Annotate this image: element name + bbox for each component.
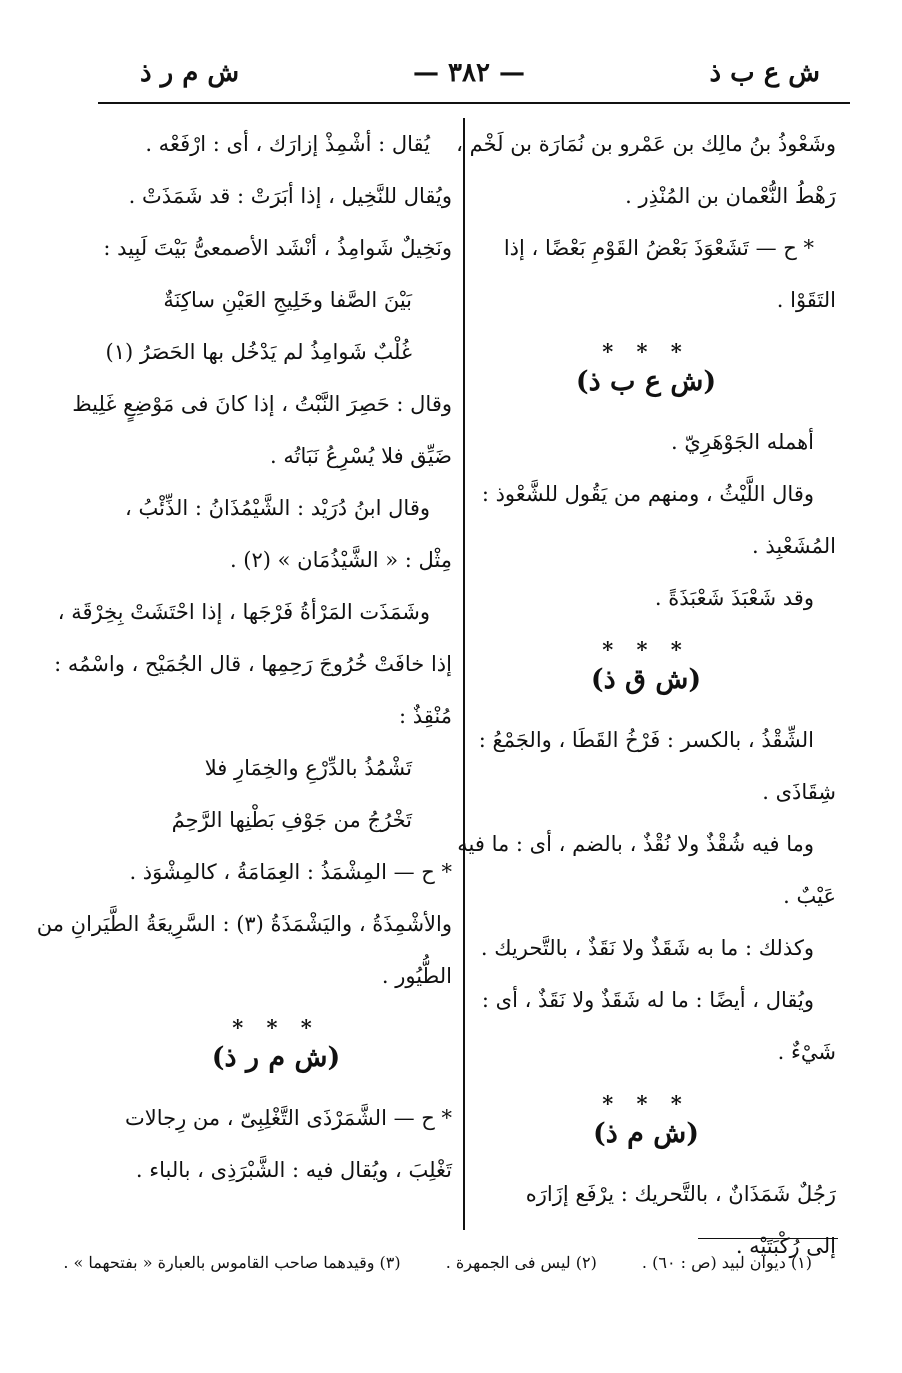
footnote: (٣) وقيدهما صاحب القاموس بالعبارة « بفتحهما » . [63,1253,401,1272]
text-line: وشَعْوذُ بنُ مالِك بن عَمْرو بن نُمَارَة بن لَخْم ، [456,132,836,156]
text-line: شَيْءٌ . [777,1040,836,1064]
text-line: رَهْطُ النُّعْمان بن المُنْذِر . [625,184,836,208]
entry-heading: (ش م ذ) [592,1118,700,1149]
text-line: الشِّقْذُ ، بالكسر : فَرْخُ القَطَا ، والجَمْعُ : [478,728,814,752]
text-line: وقال : حَصِرَ النَّبْتُ ، إذا كانَ فى مَوْضِعٍ غَلِيظ [72,392,452,416]
page-header [98,48,840,98]
left-column [36,130,452,1208]
entry-heading: (ش ع ب ذ) [575,366,717,397]
text-line: وقد شَعْبَذَ شَعْبَذَةً . [654,586,814,610]
header-left-root: ش م ر ذ [140,58,240,88]
text-line: وما فيه شُقْذٌ ولا نُقْذٌ ، بالضم ، أى : ما فيه [457,832,814,856]
poem-line: بَيْنَ الصَّفا وخَلِيجِ العَيْنِ ساكِنَةٌ [163,288,412,312]
text-line: إذا خافَتْ خُرُوجَ رَحِمِها ، قال الجُمَيْح ، واسْمُه : [54,652,452,676]
text-line: وشَمَذَت المَرْأةُ فَرْجَها ، إذا احْتَشَتْ بِخِرْقَة ، [57,600,430,624]
text-line: وقال اللَّيْثُ ، ومنهم من يَقُول للشَّعْوذ : [481,482,814,506]
text-line: وكذلك : ما به شَقَذٌ ولا نَقَذٌ ، بالتَّحريك . [480,936,814,960]
text-line: إلى رُكْبَتَيْه . [735,1234,836,1258]
text-line: * ح — المِشْمَذُ : العِمَامَةُ ، كالمِشْوَذ . [129,860,452,884]
text-line: والأشْمِذَةُ ، واليَشْمَذَةُ (٣) : السَّرِيعَةُ الطَّيَرانِ من [36,912,452,936]
text-line: مُنْقِذٌ : [399,704,452,728]
footnote: (٢) ليس فى الجمهرة . [445,1253,597,1272]
text-line: * ح — الشَّمَرْذَى التَّغْلِبِىّ ، من رِجالات [124,1106,452,1130]
text-line: الطُّيُور . [381,964,452,988]
page-number: — ٣٨٢ — [412,58,526,88]
entry-heading: (ش م ر ذ) [211,1042,341,1073]
text-line: أهمله الجَوْهَرِيّ . [670,430,814,454]
right-column [456,130,836,1284]
footnotes [63,1252,812,1274]
poem-line: غُلْبٌ شَوامِذُ لم يَدْخُل بها الحَصَرُ (١) [105,340,412,364]
text-line: رَجُلٌ شَمَذَانٌ ، بالتَّحريك : يرْفَع إزَارَه [525,1182,836,1206]
text-line: ونَخِيلٌ شَوامِذُ ، أنْشَد الأصمعىُّ بَيْتَ لَبِيد : [103,236,452,260]
text-line: وقال ابنُ دُرَيْد : الشَّيْمُذَانُ : الذِّئْبُ ، [125,496,430,520]
text-line: ويُقال للنَّخِيل ، إذا أبَرَتْ : قد شَمَذَتْ . [128,184,452,208]
section-separator: * * * [602,339,690,364]
text-line: شِقَاذَى . [762,780,836,804]
section-separator: * * * [602,1091,690,1116]
text-line: مِثْل : « الشَّيْذُمَان » (٢) . [229,548,452,572]
text-line: التَقَوْا . [776,288,836,312]
text-line: يُقال : أشْمِذْ إزارَك ، أى : ارْفَعْه . [145,132,430,156]
text-line: ضَيِّق فلا يُسْرِعُ نَبَاتُه . [269,444,452,468]
section-separator: * * * [232,1015,320,1040]
poem-line: تَخْرُجُ من جَوْفِ بَطْنِها الرَّحِمُ [171,808,412,832]
poem-line: تَشْمُذُ بالدِّرْعِ والخِمَارِ فلا [204,756,412,780]
entry-heading: (ش ق ذ) [590,664,702,695]
header-rule [98,102,850,104]
text-line: المُشَعْبِذ . [752,534,836,558]
section-separator: * * * [602,637,690,662]
text-line: ويُقال ، أيضًا : ما له شَقَذٌ ولا نَقَذٌ ، أى : [481,988,814,1012]
footnote: (١) ديوان لبيد (ص : ٦٠) . [641,1253,812,1272]
header-right-root: ش ع ب ذ [709,58,820,88]
text-line: * ح — تَشَعْوَذَ بَعْضُ القَوْمِ بَعْضًا ، إذا [503,236,814,260]
text-line: عَيْبٌ . [783,884,836,908]
text-line: تَغْلِبَ ، ويُقال فيه : الشَّبْرَذِى ، بالباء . [135,1158,452,1182]
footnote-rule [698,1238,838,1239]
